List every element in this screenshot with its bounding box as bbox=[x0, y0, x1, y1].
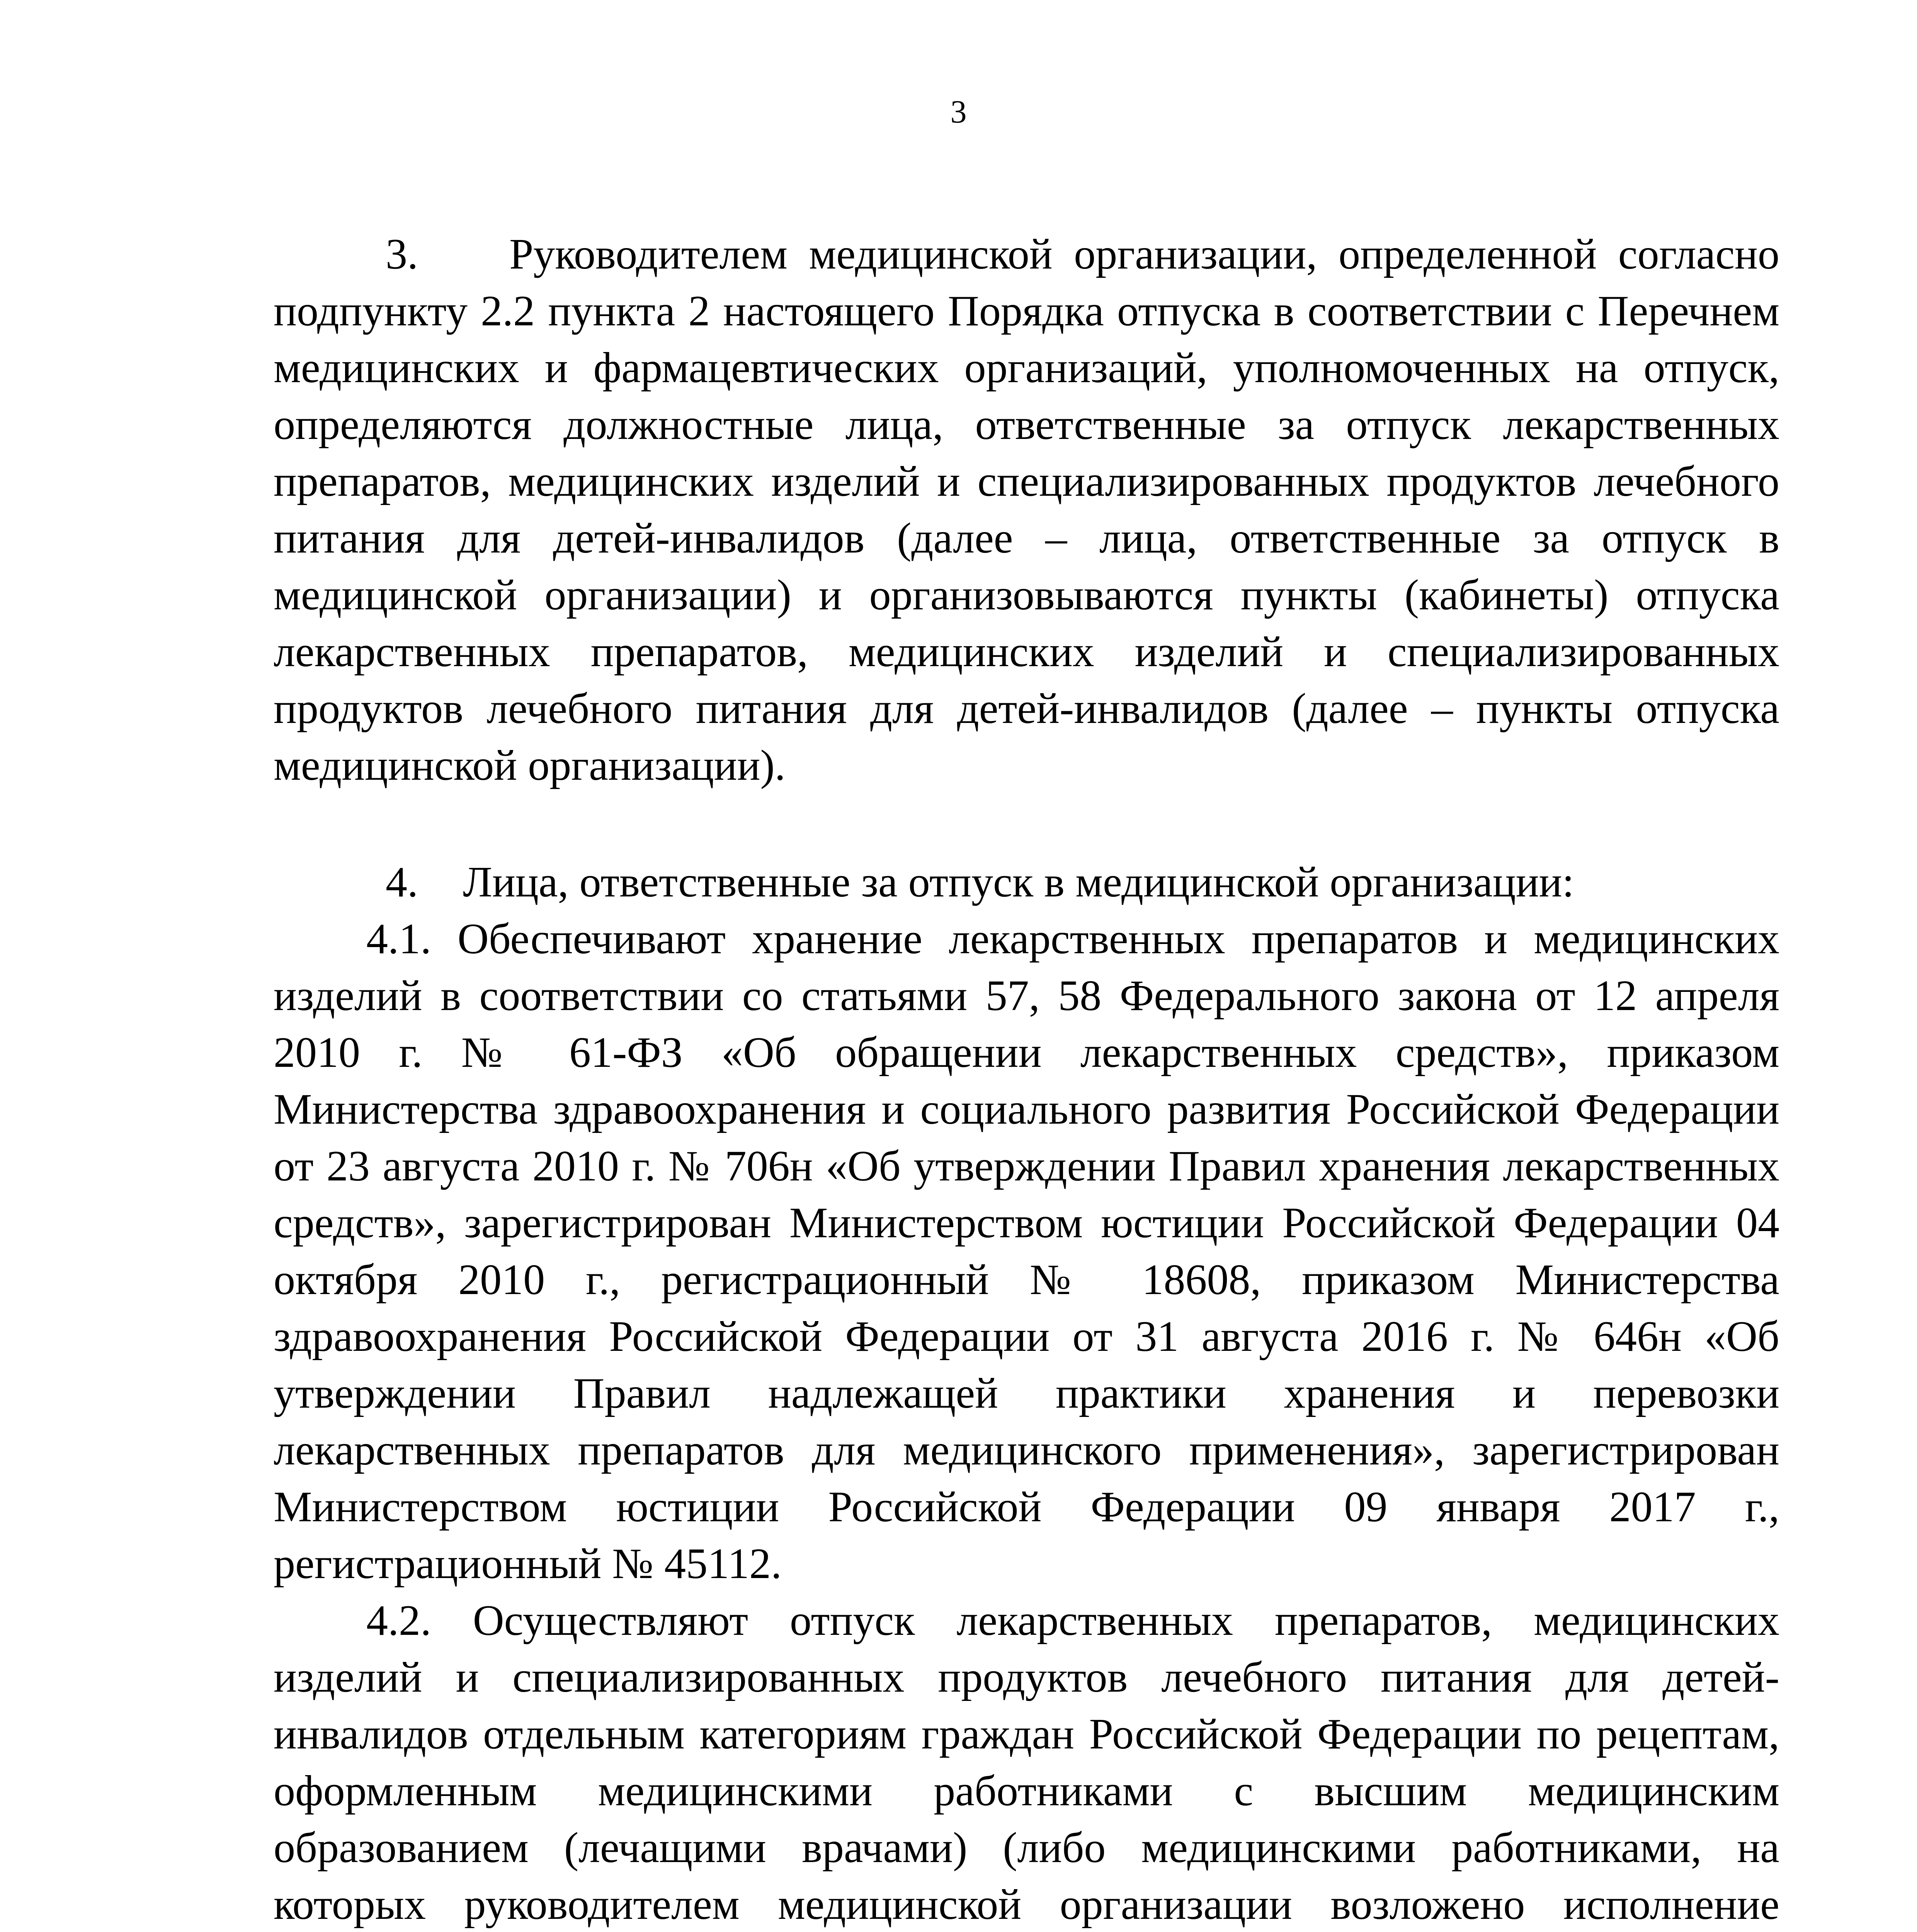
paragraph-item-3 bbox=[274, 226, 1779, 794]
paragraph-text: Лица, ответственные за отпуск в медицинской организации: bbox=[463, 858, 1574, 906]
document-body bbox=[274, 226, 1779, 1932]
paragraph-item-4-2: 4.2. Осуществляют отпуск лекарственных препаратов, медицинских изделий и специализированных продуктов лечебного питания для детей-инвалидов отдельным категориям граждан Российской Федерации по рецептам, оформленным медицинскими работниками с высшим медицинским образованием (лечащими врачами) (либо медицинскими работниками, на которых руководителем медицинской организации возложено исполнение bbox=[274, 1597, 1779, 1929]
paragraph-item-4-1: 4.1. Обеспечивают хранение лекарственных препаратов и медицинских изделий в соответствии со статьями 57, 58 Федерального закона от 12 апреля 2010 г. № 61-ФЗ «Об обращении лекарственных средств», приказом Министерства здравоохранения и социального развития Российской Федерации от 23 августа 2010 г. № 706н «Об утверждении Правил хранения лекарственных средств», зарегистрирован Министерством юстиции Российской Федерации 04 октября 2010 г., регистрационный № 18608, приказом Министерства здравоохранения Российской Федерации от 31 августа 2016 г. № 646н «Об утверждении Правил надлежащей практики хранения и перевозки лекарственных препаратов для медицинского применения», зарегистрирован Министерством юстиции Российской Федерации 09 января 2017 г., регистрационный № 45112. bbox=[274, 915, 1779, 1588]
item-number: 4. bbox=[386, 858, 418, 906]
paragraph-item-4 bbox=[274, 854, 1779, 911]
page-number: 3 bbox=[950, 94, 967, 130]
item-number: 3. bbox=[386, 230, 418, 278]
paragraph-text: Руководителем медицинской организации, определенной согласно подпункту 2.2 пункта 2 настоящего Порядка отпуска в соответствии с Перечнем медицинских и фармацевтических организаций, уполномоченных на отпуск, определяются должностные лица, ответственные за отпуск лекарственных препаратов, медицинских изделий и специализированных продуктов лечебного питания для детей-инвалидов (далее – лица, ответственные за отпуск в медицинской организации) и организовываются пункты (кабинеты) отпуска лекарственных препаратов, медицинских изделий и специализированных продуктов лечебного питания для детей-инвалидов (далее – пункты отпуска медицинской организации). bbox=[274, 230, 1779, 789]
